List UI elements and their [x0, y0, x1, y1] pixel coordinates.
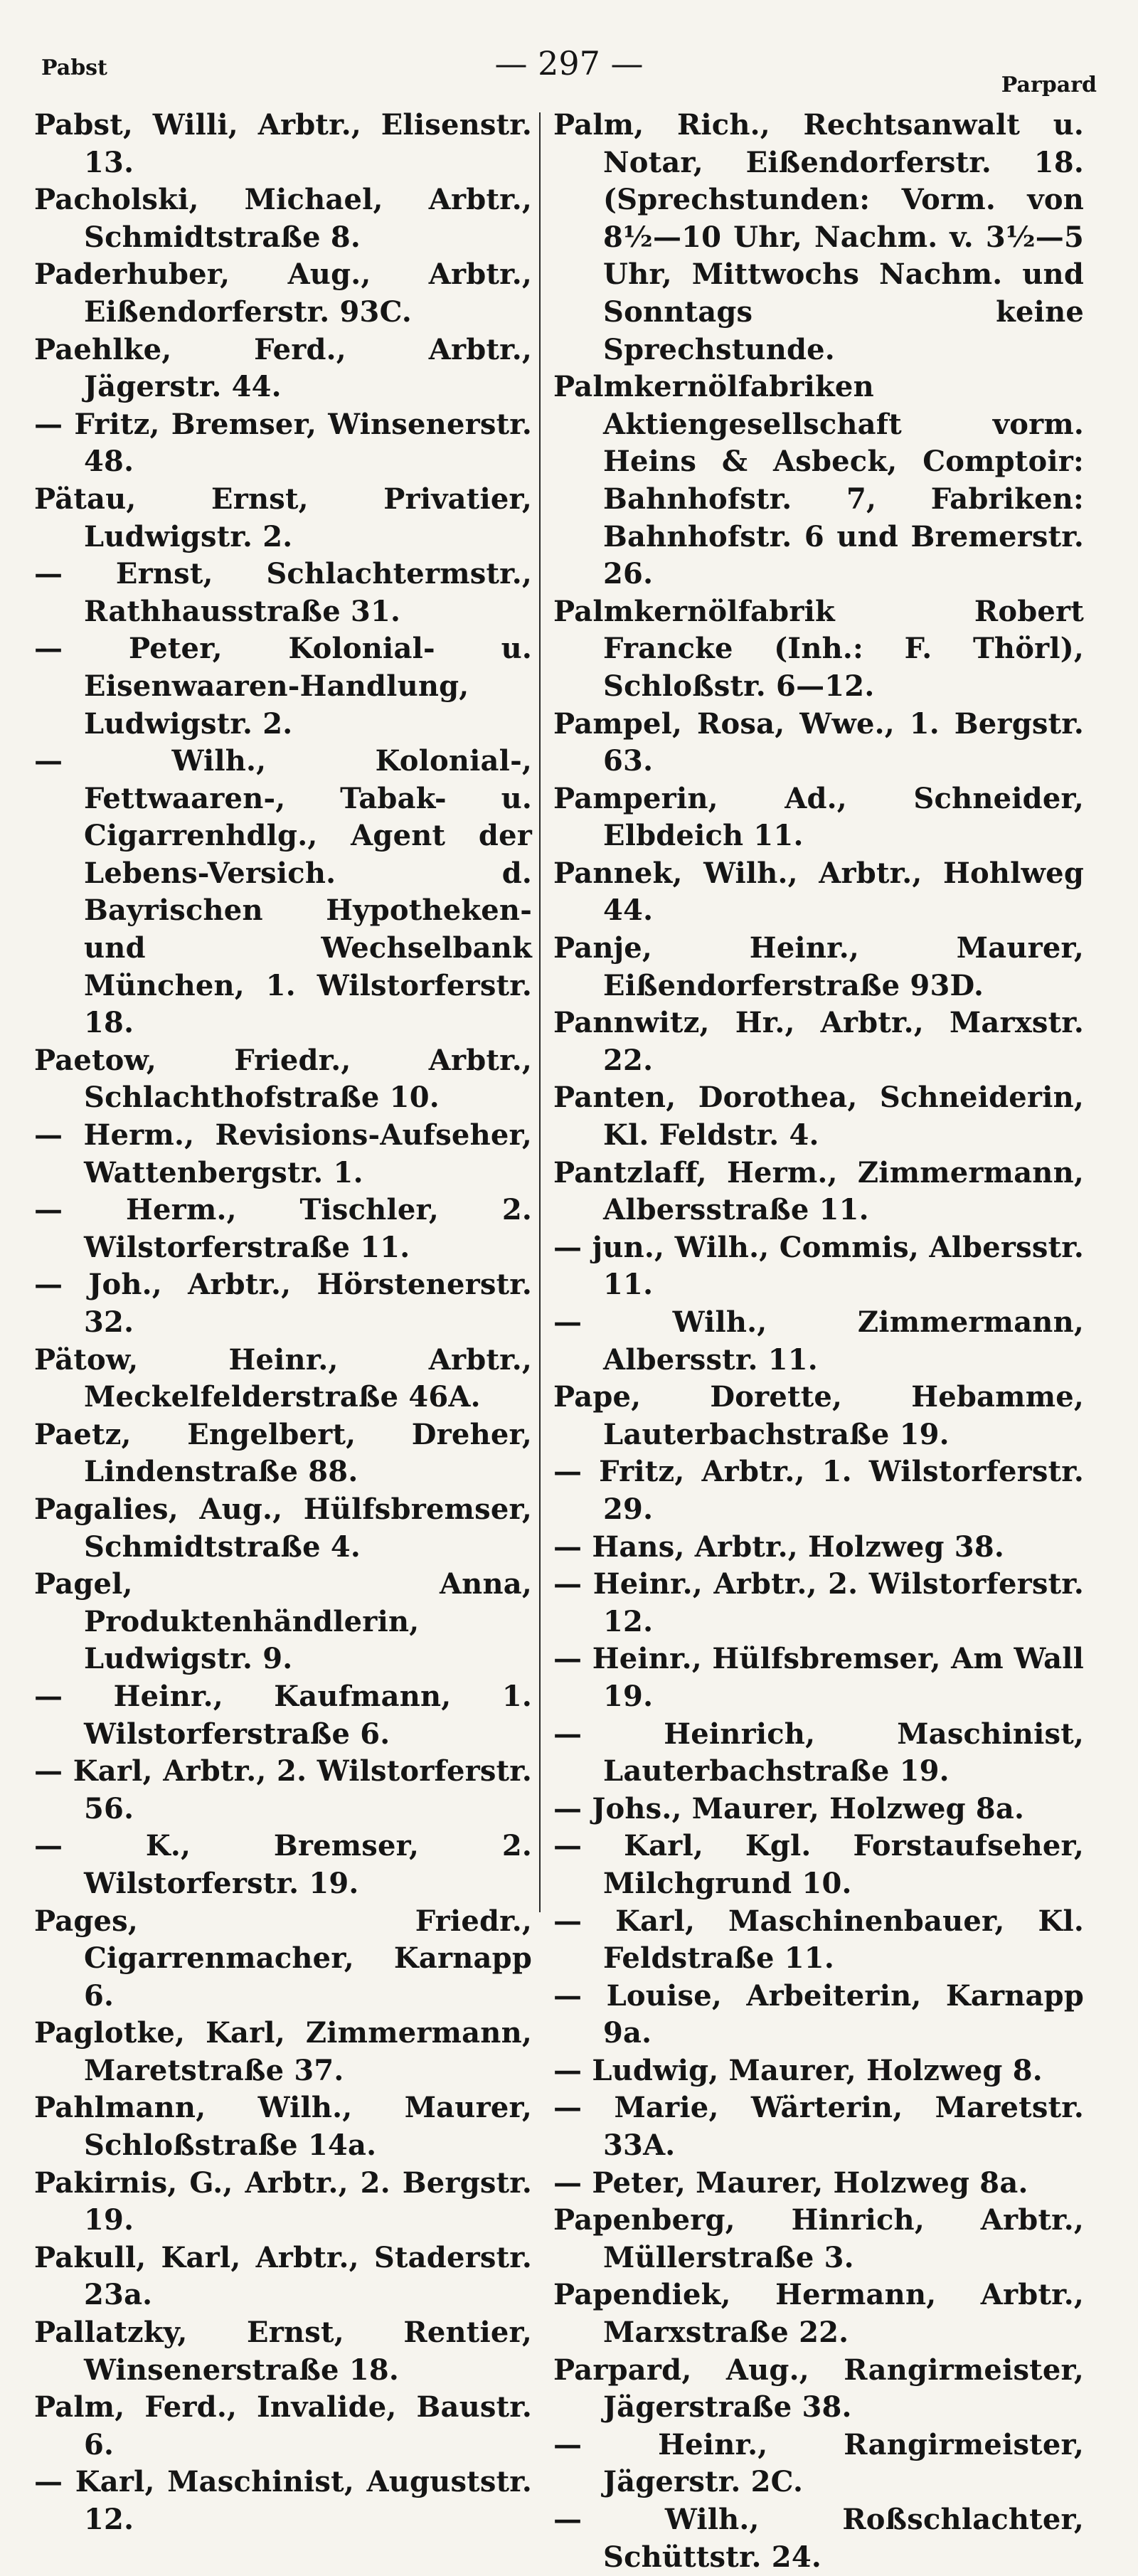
directory-entry: — Karl, Maschinenbauer, Kl. Feldstraße 11. — [553, 1904, 1084, 1976]
directory-entry: Pannek, Wilh., Arbtr., Hohlweg 44. — [553, 856, 1084, 928]
directory-entry: — K., Bremser, 2. Wilstorferstr. 19. — [34, 1829, 532, 1900]
directory-entry: Parpard, Aug., Rangirmeister, Jägerstraße 38. — [553, 2353, 1084, 2424]
directory-entry: — Heinr., Hülfsbremser, Am Wall 19. — [553, 1642, 1084, 1713]
directory-entry: Pape, Dorette, Hebamme, Lauterbachstraße 19. — [553, 1380, 1084, 1451]
directory-entry: — Fritz, Bremser, Winsenerstr. 48. — [34, 407, 532, 479]
right-column — [553, 107, 1084, 2576]
directory-entry: — Heinrich, Maschinist, Lauterbachstraße 19. — [553, 1717, 1084, 1788]
directory-entry: — Heinr., Kaufmann, 1. Wilstorferstraße 6. — [34, 1679, 532, 1751]
directory-entry: Palm, Rich., Rechtsanwalt u. Notar, Eißendorferstr. 18. (Sprechstunden: Vorm. von 8½—10 Uhr, Nachm. v. 3½—5 Uhr, Mittwochs Nachm. und Sonntags keine Sprechstunde. — [553, 108, 1084, 366]
directory-entry: Pantzlaff, Herm., Zimmermann, Albersstraße 11. — [553, 1155, 1084, 1227]
directory-entry: Palmkernölfabrik Robert Francke (Inh.: F. Thörl), Schloßstr. 6—12. — [553, 594, 1084, 703]
column-divider — [539, 112, 541, 1912]
directory-entry: Paglotke, Karl, Zimmermann, Maretstraße 37. — [34, 2016, 532, 2087]
directory-entry: Pakull, Karl, Arbtr., Staderstr. 23a. — [34, 2240, 532, 2312]
header-right-catchword: Parpard — [1001, 73, 1097, 97]
directory-entry: — Wilh., Zimmermann, Albersstr. 11. — [553, 1305, 1084, 1377]
directory-entry: Pätow, Heinr., Arbtr., Meckelfelderstraße 46A. — [34, 1342, 532, 1414]
directory-entry: Palm, Ferd., Invalide, Baustr. 6. — [34, 2390, 532, 2461]
directory-entry: Pätau, Ernst, Privatier, Ludwigstr. 2. — [34, 482, 532, 553]
directory-entry: — Karl, Arbtr., 2. Wilstorferstr. 56. — [34, 1754, 532, 1825]
directory-entry: — Joh., Arbtr., Hörstenerstr. 32. — [34, 1268, 532, 1339]
directory-entry: Papendiek, Hermann, Arbtr., Marxstraße 22. — [553, 2278, 1084, 2350]
directory-entry: Paderhuber, Aug., Arbtr., Eißendorferstr. 93C. — [34, 258, 532, 329]
directory-entry: — Heinr., Arbtr., 2. Wilstorferstr. 12. — [553, 1567, 1084, 1638]
directory-entry: — Hans, Arbtr., Holzweg 38. — [553, 1530, 1004, 1564]
directory-entry: Paetow, Friedr., Arbtr., Schlachthofstraße 10. — [34, 1043, 532, 1115]
directory-entry: Palmkernölfabriken Aktiengesellschaft vorm. Heins & Asbeck, Comptoir: Bahnhofstr. 7, Fabriken: Bahnhofstr. 6 und Bremerstr. 26. — [553, 370, 1084, 591]
directory-entry: — Wilh., Roßschlachter, Schüttstr. 24. — [553, 2503, 1084, 2574]
directory-entry: — Herm., Tischler, 2. Wilstorferstraße 11. — [34, 1193, 532, 1264]
directory-entry: Panje, Heinr., Maurer, Eißendorferstraße 93D. — [553, 931, 1084, 1002]
directory-entry: Paehlke, Ferd., Arbtr., Jägerstr. 44. — [34, 332, 532, 404]
directory-entry: Pallatzky, Ernst, Rentier, Winsenerstraße 18. — [34, 2316, 532, 2387]
directory-entry: — Herm., Revisions-Aufseher, Wattenbergstr. 1. — [34, 1118, 532, 1189]
directory-entry: — Ernst, Schlachtermstr., Rathhausstraße 31. — [34, 557, 532, 628]
page-number: — 297 — — [494, 44, 644, 83]
directory-entry: — Karl, Kgl. Forstaufseher, Milchgrund 10. — [553, 1829, 1084, 1900]
directory-entry: Pages, Friedr., Cigarrenmacher, Karnapp 6. — [34, 1904, 532, 2013]
directory-entry: Panten, Dorothea, Schneiderin, Kl. Feldstr. 4. — [553, 1081, 1084, 1152]
directory-entry: Pahlmann, Wilh., Maurer, Schloßstraße 14a. — [34, 2091, 532, 2163]
directory-entry: — Karl, Maschinist, Auguststr. 12. — [34, 2465, 532, 2536]
directory-entry: Paetz, Engelbert, Dreher, Lindenstraße 88. — [34, 1417, 532, 1489]
directory-entry: — Johs., Maurer, Holzweg 8a. — [553, 1791, 1025, 1825]
directory-entry: Pamperin, Ad., Schneider, Elbdeich 11. — [553, 781, 1084, 853]
directory-entry: — Louise, Arbeiterin, Karnapp 9a. — [553, 1978, 1084, 2050]
directory-entry: Pakirnis, G., Arbtr., 2. Bergstr. 19. — [34, 2166, 532, 2237]
directory-entry: — Peter, Maurer, Holzweg 8a. — [553, 2166, 1028, 2200]
directory-entry: — Wilh., Kolonial-, Fettwaaren-, Tabak- u. Cigarrenhdlg., Agent der Lebens-Versich. d. Bayrischen Hypotheken- und Wechselbank München, 1. Wilstorferstr. 18. — [34, 744, 532, 1040]
directory-entry: — Ludwig, Maurer, Holzweg 8. — [553, 2053, 1043, 2087]
directory-entry: Pagel, Anna, Produktenhändlerin, Ludwigstr. 9. — [34, 1567, 532, 1676]
directory-entry: Pacholski, Michael, Arbtr., Schmidtstraße 8. — [34, 183, 532, 254]
directory-entry: Pannwitz, Hr., Arbtr., Marxstr. 22. — [553, 1006, 1084, 1077]
directory-entry: — Marie, Wärterin, Maretstr. 33A. — [553, 2091, 1084, 2163]
directory-entry: Pabst, Willi, Arbtr., Elisenstr. 13. — [34, 108, 532, 179]
directory-entry: — Peter, Kolonial- u. Eisenwaaren-Handlung, Ludwigstr. 2. — [34, 632, 532, 741]
page-header — [0, 28, 1138, 100]
directory-entry: — jun., Wilh., Commis, Albersstr. 11. — [553, 1230, 1084, 1302]
directory-entry: — Heinr., Rangirmeister, Jägerstr. 2C. — [553, 2427, 1084, 2499]
left-column — [34, 107, 532, 2539]
directory-entry: Papenberg, Hinrich, Arbtr., Müllerstraße 3. — [553, 2203, 1084, 2274]
directory-entry: Pagalies, Aug., Hülfsbremser, Schmidtstraße 4. — [34, 1492, 532, 1564]
directory-entry: Pampel, Rosa, Wwe., 1. Bergstr. 63. — [553, 706, 1084, 778]
directory-entry: — Fritz, Arbtr., 1. Wilstorferstr. 29. — [553, 1455, 1084, 1526]
header-left-catchword: Pabst — [41, 55, 107, 80]
